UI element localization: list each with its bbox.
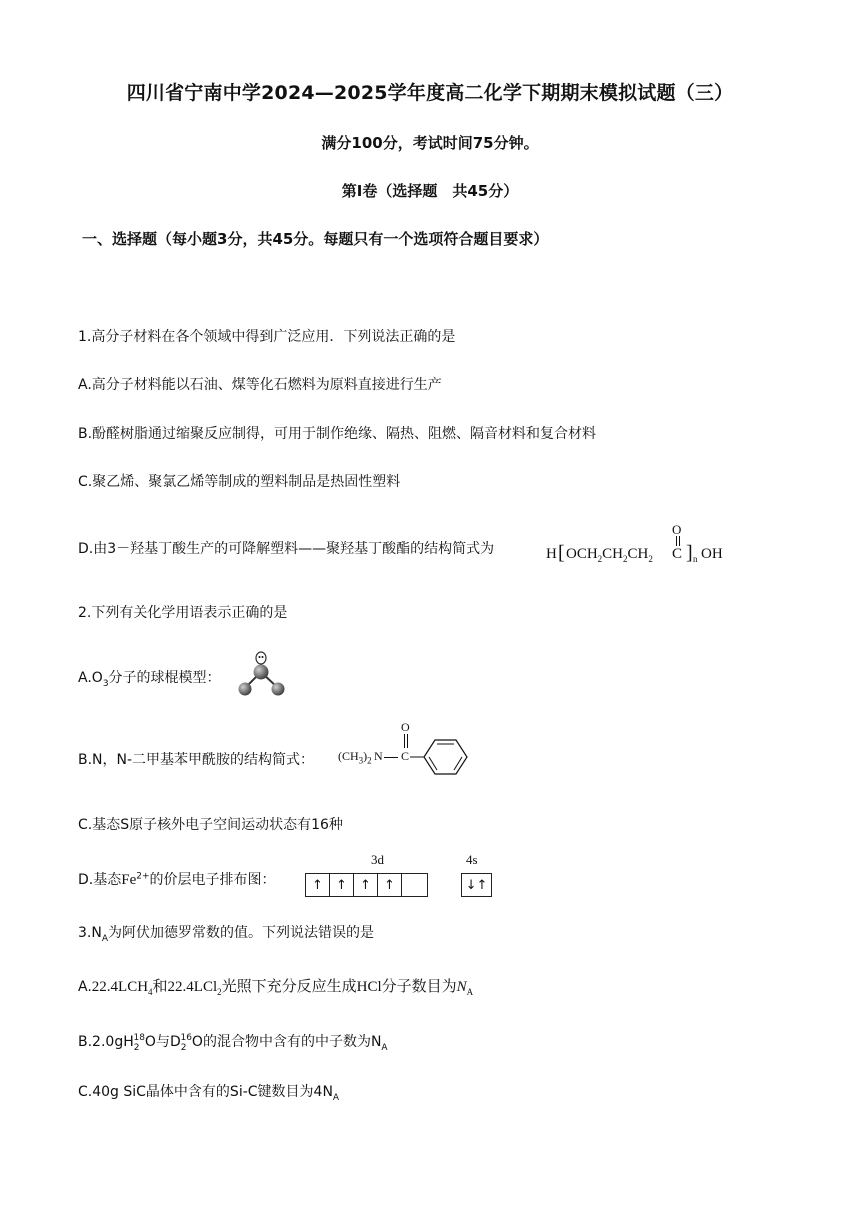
ozone-ball-stick-model [234,650,288,698]
label-3d: 3d [371,852,384,867]
formula-h: H [546,546,557,562]
q2-option-c: C.基态S原子核外电子空间运动状态有16种 [78,817,343,833]
formula-och2: $OCH_2CH_2CH_2$ [566,546,653,564]
formula-oh: OH [701,546,723,562]
formula-carbonyl-c: C [672,546,683,562]
q3-option-c: C.40g SiC晶体中含有的Si-C键数目为$4N_A$ [78,1084,340,1103]
q3-stem: $3.N_A$为阿伏加德罗常数的值。下列说法错误的是 [78,925,375,944]
orbital-4s-box: ↓↑ [461,873,492,897]
orbital-3d-box-1: ↑ [305,873,330,897]
co-bond-1 [404,734,405,748]
amide-o: O [401,720,410,734]
amide-n: N [374,749,383,763]
double-bond-line-1 [676,536,677,546]
q1-option-c: C.聚乙烯、聚氯乙烯等制成的塑料制品是热固性塑料 [78,474,401,490]
q1-formula-polyhydroxybutyrate [546,522,736,566]
orbital-3d-boxes [305,873,455,897]
q1-option-a: A.高分子材料能以石油、煤等化石燃料为原料直接进行生产 [78,377,442,393]
orbital-4s-box-wrap [461,873,493,897]
dimethylbenzamide-structure [338,718,478,780]
q2-option-a: $A.O_3$分子的球棍模型： [78,670,221,689]
q3-option-b: $B.2.0gH_2^{18}O$与$D_2^{16}O$的混合物中含有的中子数为$N_A$ [78,1033,388,1053]
orbital-3d-box-3: ↑ [353,873,378,897]
q3-option-a: $A.22.4LCH_4$和22.4LCl$_2$光照下充分反应生成HCl分子数目为$N_A$ [78,979,474,997]
bracket-right: ] [686,542,693,564]
co-bond-2 [407,734,408,748]
q2-stem: 2.下列有关化学用语表示正确的是 [78,605,288,621]
q1-option-b: B.酚醛树脂通过缩聚反应制得，可用于制作绝缘、隔热、阻燃、隔音材料和复合材料 [78,426,597,442]
q2-option-d: D.基态$Fe^{2+}$的价层电子排布图： [78,871,276,888]
bracket-left: [ [558,542,565,564]
part-heading: 第Ⅰ卷（选择题 共45分） [341,182,519,200]
orbital-3d-box-2: ↑ [329,873,354,897]
dimethyl-group: $(CH_3)_2$ [338,749,372,766]
n-c-bond [384,757,398,758]
exam-info: 满分100分，考试时间75分钟。 [321,134,539,152]
q1-stem: 1.高分子材料在各个领域中得到广泛应用．下列说法正确的是 [78,329,456,345]
orbital-3d-box-4: ↑ [377,873,402,897]
q2-option-b: B.N，N-二甲基苯甲酰胺的结构简式： [78,752,315,768]
amide-c: C [401,749,410,763]
double-bond-line-2 [679,536,680,546]
page-title: 四川省宁南中学2024—2025学年度高二化学下期期末模拟试题（三） [126,82,734,104]
q1-option-d: D.由3－羟基丁酸生产的可降解塑料——聚羟基丁酸酯的结构简式为 [78,541,495,557]
label-4s: 4s [466,852,478,867]
formula-n: n [693,554,698,564]
benzene-ring [410,732,472,782]
formula-carbonyl-o: O [672,522,682,537]
orbital-3d-box-5 [401,873,428,897]
section-heading: 一、选择题（每小题3分，共45分。每题只有一个选项符合题目要求） [82,230,549,248]
